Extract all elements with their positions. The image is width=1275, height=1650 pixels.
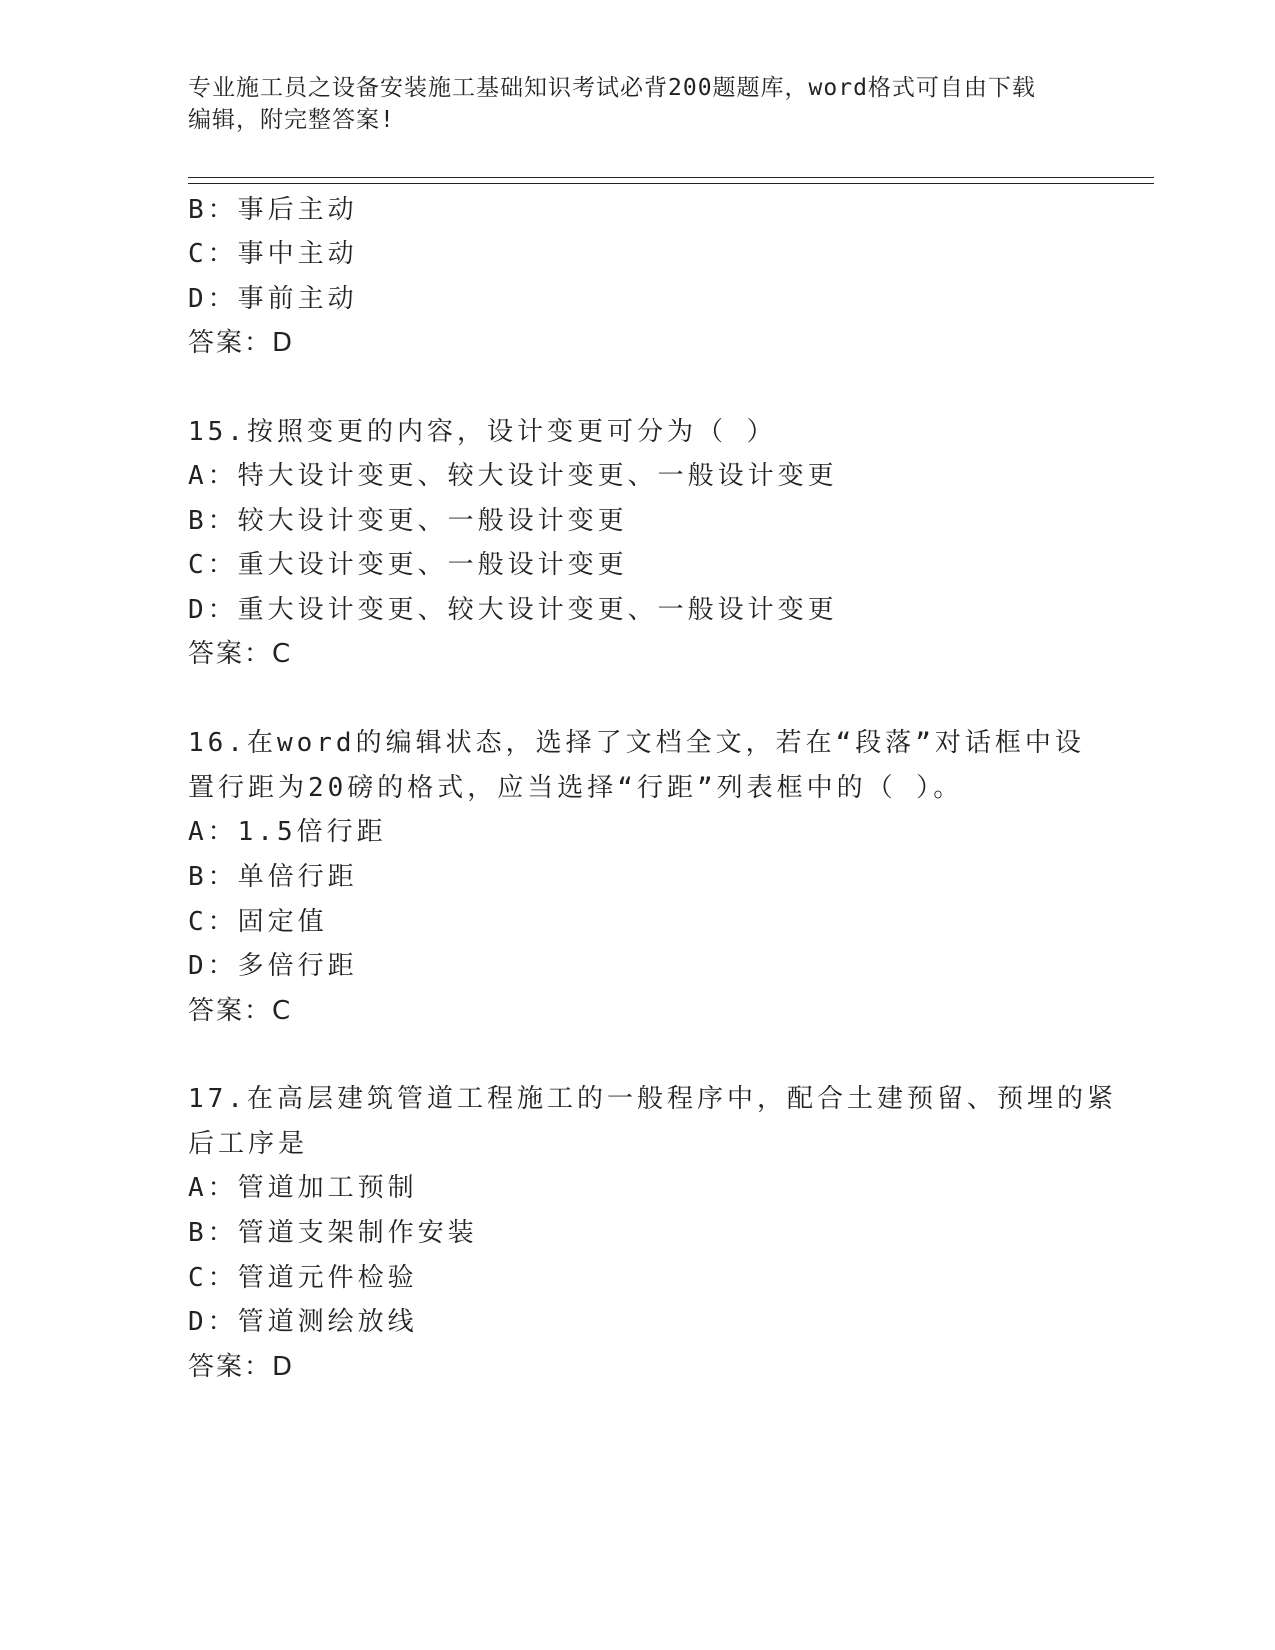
q14-option-c: C：事中主动 <box>188 239 358 269</box>
document-header <box>188 72 1088 136</box>
q17-option-b: B：管道支架制作安装 <box>188 1218 478 1248</box>
q16-stem-line-1: 16.在word的编辑状态，选择了文档全文，若在“段落”对话框中设 <box>188 728 1085 758</box>
q17-stem-line-2: 后工序是 <box>188 1129 309 1159</box>
q17-option-d: D：管道测绘放线 <box>188 1307 418 1337</box>
q14-option-d: D：事前主动 <box>188 284 358 314</box>
q16-answer: 答案：C <box>188 996 293 1026</box>
q15-option-d: D：重大设计变更、较大设计变更、一般设计变更 <box>188 595 838 625</box>
q16-option-b: B：单倍行距 <box>188 862 358 892</box>
q15-option-b: B：较大设计变更、一般设计变更 <box>188 506 628 536</box>
q17-option-a: A：管道加工预制 <box>188 1173 418 1203</box>
q15-option-a: A：特大设计变更、较大设计变更、一般设计变更 <box>188 461 838 491</box>
q16-stem-line-2: 置行距为20磅的格式，应当选择“行距”列表框中的（ ）。 <box>188 773 964 803</box>
q16-option-c: C：固定值 <box>188 907 328 937</box>
header-line-1: 专业施工员之设备安装施工基础知识考试必背200题题库，word格式可自由下载 <box>188 75 1036 101</box>
q17-option-c: C：管道元件检验 <box>188 1263 418 1293</box>
q14-answer: 答案：D <box>188 328 295 358</box>
q16-option-a: A：1.5倍行距 <box>188 817 387 847</box>
q17-answer: 答案：D <box>188 1352 295 1382</box>
q15-stem: 15.按照变更的内容，设计变更可分为（ ） <box>188 417 777 447</box>
header-rule-top <box>188 177 1154 178</box>
header-rule-bottom <box>188 183 1154 184</box>
q14-option-b: B：事后主动 <box>188 195 358 225</box>
q17-stem-line-1: 17.在高层建筑管道工程施工的一般程序中，配合土建预留、预埋的紧 <box>188 1084 1117 1114</box>
q15-answer: 答案：C <box>188 639 293 669</box>
header-line-2: 编辑，附完整答案! <box>188 107 395 133</box>
q15-option-c: C：重大设计变更、一般设计变更 <box>188 550 628 580</box>
q16-option-d: D：多倍行距 <box>188 951 358 981</box>
